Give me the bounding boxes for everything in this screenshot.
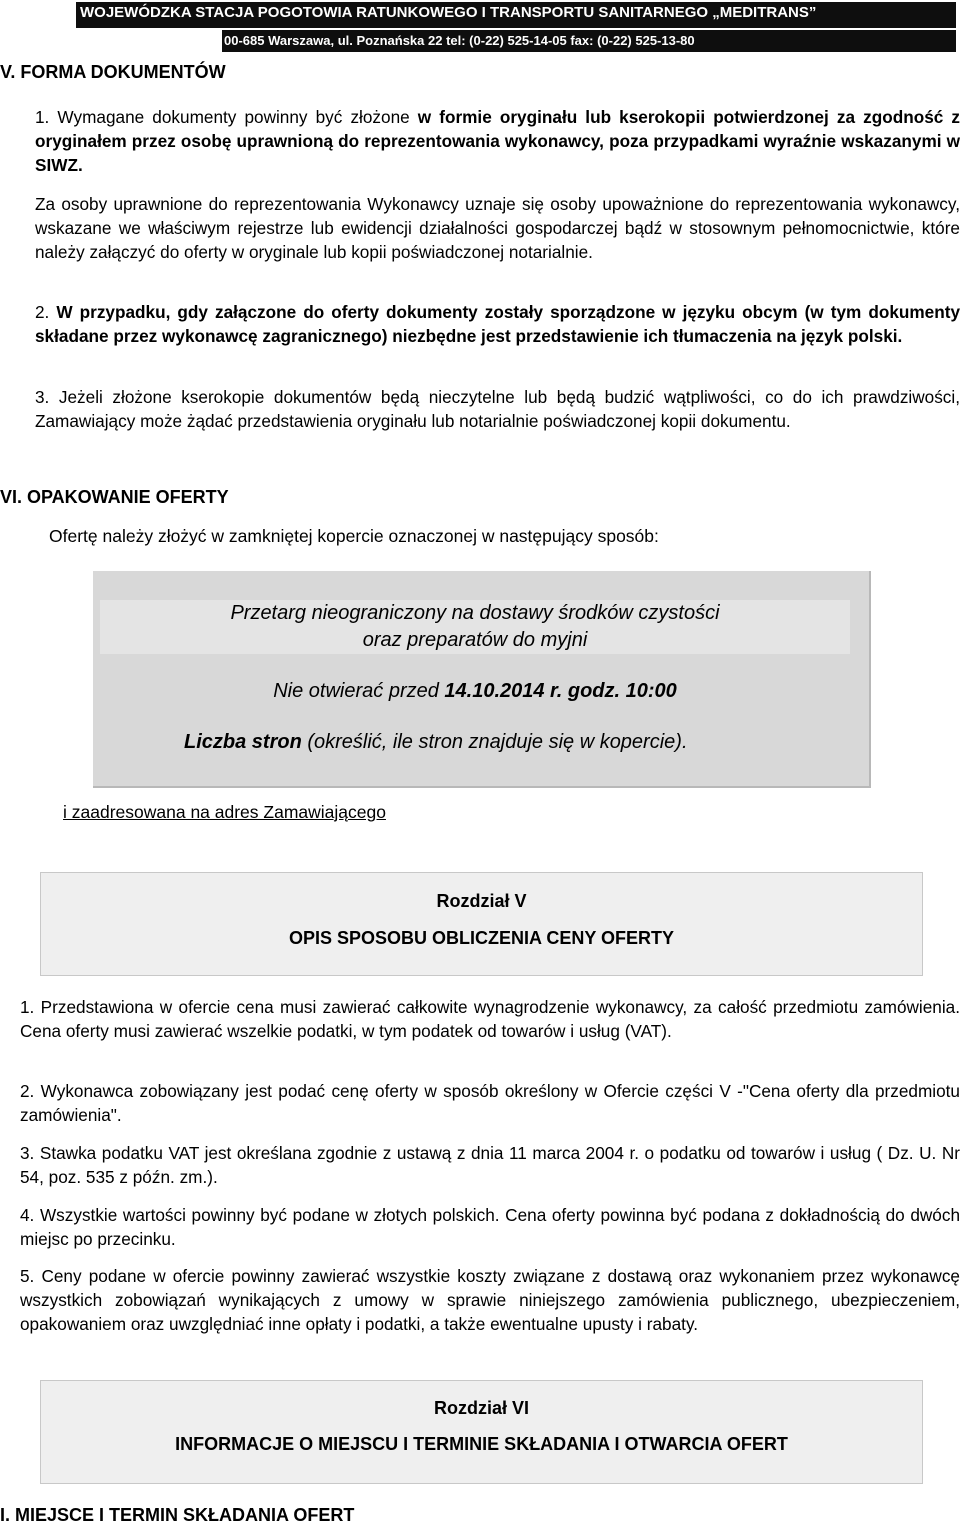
section-v-item-3: 3. Jeżeli złożone kserokopie dokumentów będą nieczytelne lub będą budzić wątpliwości, co do ich prawdziwości, Zamawiający może żądać przedstawienia oryginału lub notarialnie poświadczonej kopii dokumentu. (35, 387, 960, 431)
chapter-v-item-4: 4. Wszystkie wartości powinny być podane w złotych polskich. Cena oferty powinna być podana z dokładnością do dwóch miejsc po przecinku. (20, 1205, 960, 1249)
section-vi-intro: Ofertę należy złożyć w zamkniętej kopercie oznaczonej w następujący sposób: (49, 526, 659, 546)
section-v-item-1-note: Za osoby uprawnione do reprezentowania Wykonawcy uznaje się osoby upoważnione do reprezentowania wykonawcy, wskazane we właściwym rejestrze lub ewidencji działalności gospodarczej bądź w stosownym pełnomocnictwie, które należy załączyć do oferty w oryginale lub kopii poświadczonej notarialnie. (35, 194, 960, 262)
section-v-title: V. FORMA DOKUMENTÓW (0, 62, 226, 82)
chapter-v-subtitle: OPIS SPOSOBU OBLICZENIA CENY OFERTY (288, 928, 675, 948)
envelope-pages-label: Liczba stron (184, 731, 302, 753)
chapter-vi-subtitle: INFORMACJE O MIEJSCU I TERMINIE SKŁADANIA I OTWARCIA OFERT (175, 1434, 788, 1454)
envelope-pages-line (184, 729, 688, 756)
chapter-v-title: Rozdział V (436, 891, 527, 911)
envelope-line2: oraz preparatów do myjni (362, 629, 588, 651)
item1-bold: w formie oryginału lub kserokopii potwierdzonej za zgodność z oryginałem przez osobę uprawnioną do reprezentowania wykonawcy, poza przypadkami wyraźnie wskazanymi w SIWZ. (35, 107, 960, 175)
item2-text: W przypadku, gdy załączone do oferty dokumenty zostały sporządzone w języku obcym (w tym dokumenty składane przez wykonawcę zagranicznego) niezbędne jest przedstawienie ich tłumaczenia na język polski. (35, 302, 960, 346)
envelope-open-label: Nie otwierać przed (273, 680, 445, 702)
chapter-v-item-1: 1. Przedstawiona w ofercie cena musi zawierać całkowite wynagrodzenie wykonawcy, za całość przedmiotu zamówienia. Cena oferty musi zawierać wszelkie podatki, w tym podatek od towarów i usług (VAT). (20, 997, 960, 1041)
envelope-open-line (100, 678, 850, 705)
chapter-v-box (40, 872, 923, 976)
item1-plain: 1. Wymagane dokumenty powinny być złożone (35, 107, 418, 127)
envelope-title (100, 600, 850, 654)
section-v-item-2 (35, 300, 960, 348)
header-line1-text: WOJEWÓDZKA STACJA POGOTOWIA RATUNKOWEGO I TRANSPORTU SANITARNEGO „MEDITRANS” (80, 4, 817, 21)
header-address (222, 30, 956, 52)
chapter-v-item-2: 2. Wykonawca zobowiązany jest podać cenę oferty w sposób określony w Ofercie części V -"Cena oferty dla przedmiotu zamówienia". (20, 1081, 960, 1125)
envelope-open-date: 14.10.2014 r. godz. 10:00 (444, 680, 677, 702)
addressed-to: i zaadresowana na adres Zamawiającego (63, 802, 386, 822)
item2-number: 2. (35, 302, 57, 322)
envelope-line1: Przetarg nieograniczony na dostawy środków czystości (230, 602, 720, 624)
header-line2-text: 00-685 Warszawa, ul. Poznańska 22 tel: (0-22) 525-14-05 fax: (0-22) 525-13-80 (224, 33, 695, 48)
section-v-item-1 (35, 105, 960, 177)
chapter-vi-title: Rozdział VI (433, 1398, 529, 1418)
section-vi-title: VI. OPAKOWANIE OFERTY (0, 487, 229, 507)
chapter-v-item-5: 5. Ceny podane w ofercie powinny zawierać wszystkie koszty związane z dostawą oraz wykonaniem przez wykonawcę wszystkich zobowiązań wynikających z umowy w sprawie niniejszego zamówienia publicznego, ubezpieczeniem, opakowaniem oraz uwzględniać inne opłaty i podatki, a także ewentualne upusty i rabaty. (20, 1266, 960, 1334)
header-institution-name (76, 2, 956, 28)
envelope-pages-note: (określić, ile stron znajduje się w kopercie). (301, 731, 688, 753)
section-i-title: I. MIEJSCE I TERMIN SKŁADANIA OFERT (0, 1505, 355, 1525)
chapter-v-item-3: 3. Stawka podatku VAT jest określana zgodnie z ustawą z dnia 11 marca 2004 r. o podatku od towarów i usług ( Dz. U. Nr 54, poz. 535 z późn. zm.). (20, 1143, 960, 1187)
